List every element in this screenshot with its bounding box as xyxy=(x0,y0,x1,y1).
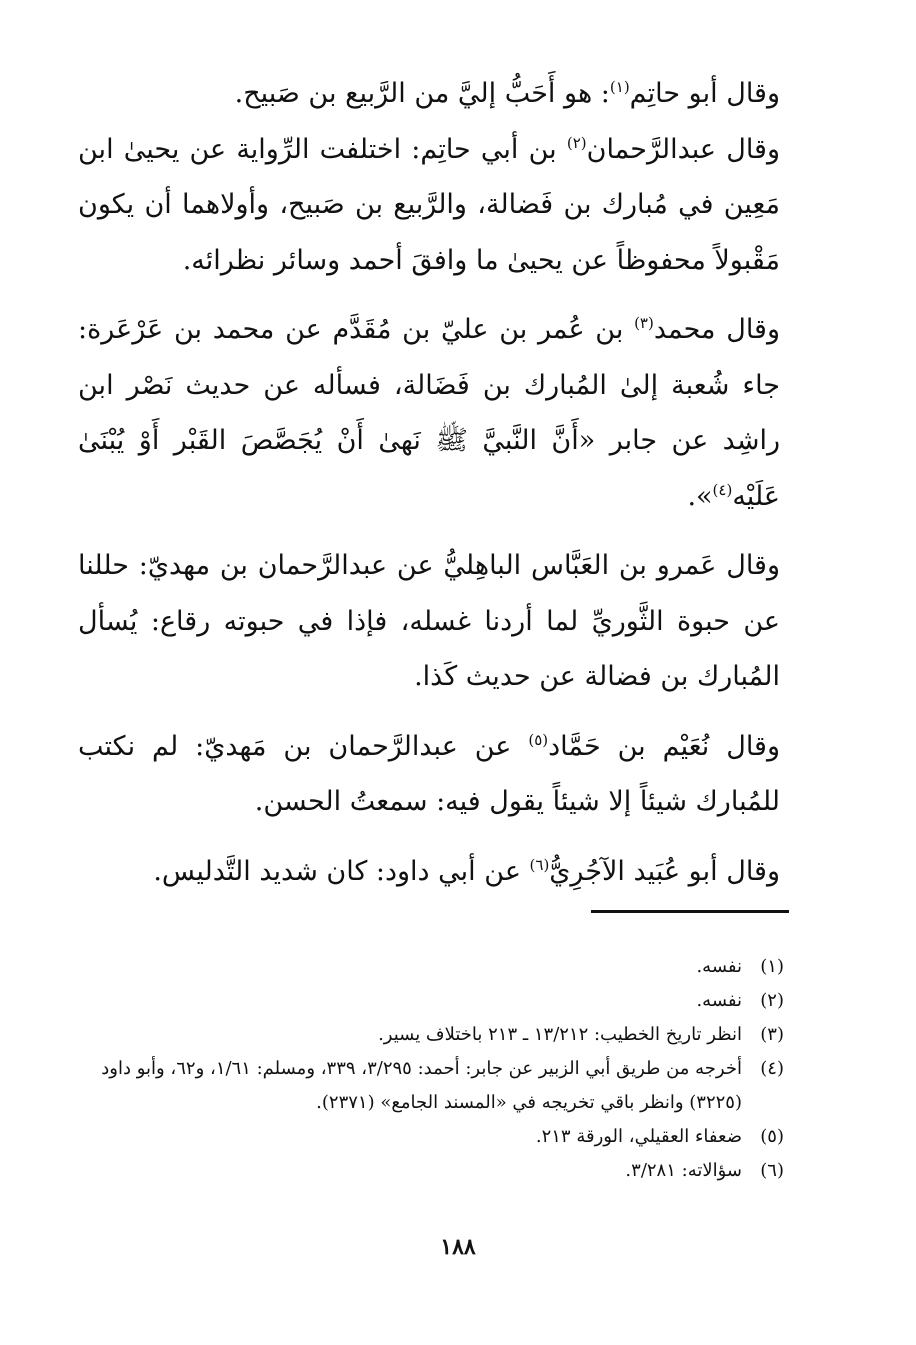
footnote-ref[interactable]: (٦) xyxy=(529,855,550,874)
paragraph-text: : هو أَحَبُّ إليَّ من الرَّبيع بن صَبيح. xyxy=(234,78,610,109)
footnote-text: أخرجه من طريق أبي الزبير عن جابر: أحمد: ٣/٢٩٥، ٣٣٩، ومسلم: ١/٦١، و٦٢، وأبو داود (٣٢٢٥) وانظر باقي تخريجه في «المسند الجامع» (٢٣٧١). xyxy=(101,1058,742,1113)
paragraph-muhammad xyxy=(78,302,780,524)
paragraph-text: وقال نُعَيْم بن حَمَّاد xyxy=(548,730,780,762)
footnote-ref[interactable]: (١) xyxy=(609,78,630,96)
paragraph-abdulrahman xyxy=(78,122,780,289)
footnote-ref[interactable]: (٣) xyxy=(634,314,654,332)
footnote-number: (٥) xyxy=(760,1126,784,1147)
footnotes xyxy=(78,950,784,1188)
paragraph-text: وقال عَمرو بن العَبَّاس الباهِليُّ عن عبدالرَّحمان بن مهديّ: حللنا عن حبوة الثَّوريِّ لما أردنا غسله، فإذا في حبوته رقاع: يُسأل المُبارك بن فضالة عن حديث كَذا. xyxy=(78,550,780,692)
footnote-item xyxy=(78,984,784,1018)
paragraph-text: عن عبدالرَّحمان بن مَهديّ: لم نكتب للمُبارك شيئاً إلا شيئاً يقول فيه: سمعتُ الحسن. xyxy=(78,730,780,817)
footnote-number: (٤) xyxy=(760,1058,784,1079)
paragraph-abu-ubayd xyxy=(78,844,780,900)
paragraph-text: بن أبي حاتِم: اختلفت الرِّواية عن يحيىٰ ابن مَعِين في مُبارك بن فَضالة، والرَّبيع بن صَبيح، وأولاهما أن يكون مَقْبولاً محفوظاً عن يحيىٰ ما وافقَ أحمد وسائر نظرائه. xyxy=(78,133,780,276)
footnote-number: (٦) xyxy=(760,1160,784,1181)
footnote-text: انظر تاريخ الخطيب: ١٣/٢١٢ ـ ٢١٣ باختلاف يسير. xyxy=(378,1024,742,1045)
footnote-item xyxy=(78,1120,784,1154)
footnote-item xyxy=(78,1052,784,1120)
footnote-number: (٢) xyxy=(760,990,784,1011)
footnote-item xyxy=(78,950,784,984)
paragraph-amr xyxy=(78,538,780,705)
footnote-number: (٣) xyxy=(760,1024,784,1045)
paragraph-text: بن عُمر بن عليّ بن مُقَدَّم عن محمد بن عَرْعَرة: جاء شُعبة إلىٰ المُبارك بن فَضَالة، فسأله عن حديث نَصْر ابن راشِد عن جابر «أَنَّ النَّبيَّ ﷺ نَهىٰ أَنْ يُجَصَّصَ القَبْر أَوْ يُبْنَىٰ عَلَيْه xyxy=(78,314,780,512)
paragraph-text: وقال محمد xyxy=(653,314,781,345)
paragraph-text: ». xyxy=(687,480,713,512)
footnote-text: نفسه. xyxy=(696,990,742,1011)
footnote-separator xyxy=(591,910,789,913)
footnote-ref[interactable]: (٤) xyxy=(712,480,733,499)
paragraph-text: وقال أبو حاتِم xyxy=(629,78,780,109)
footnote-text: نفسه. xyxy=(696,956,742,977)
footnote-item xyxy=(78,1154,784,1188)
footnote-item xyxy=(78,1018,784,1052)
paragraph-text: وقال أبو عُبَيد الآجُرِيُّ xyxy=(549,855,780,887)
paragraph-abu-hatim xyxy=(78,66,780,122)
footnote-text: سؤالاته: ٣/٢٨١. xyxy=(625,1160,742,1181)
main-text xyxy=(78,66,780,899)
paragraph-text: عن أبي داود: كان شديد التَّدليس. xyxy=(153,855,530,887)
paragraph-nuaym xyxy=(78,719,780,830)
footnote-text: ضعفاء العقيلي، الورقة ٢١٣. xyxy=(535,1126,742,1147)
paragraph-text: وقال عبدالرَّحمان xyxy=(586,133,780,165)
page-number: ١٨٨ xyxy=(440,1234,476,1260)
footnote-ref[interactable]: (٥) xyxy=(528,730,549,749)
footnote-ref[interactable]: (٢) xyxy=(566,133,587,152)
footnote-number: (١) xyxy=(760,956,784,977)
